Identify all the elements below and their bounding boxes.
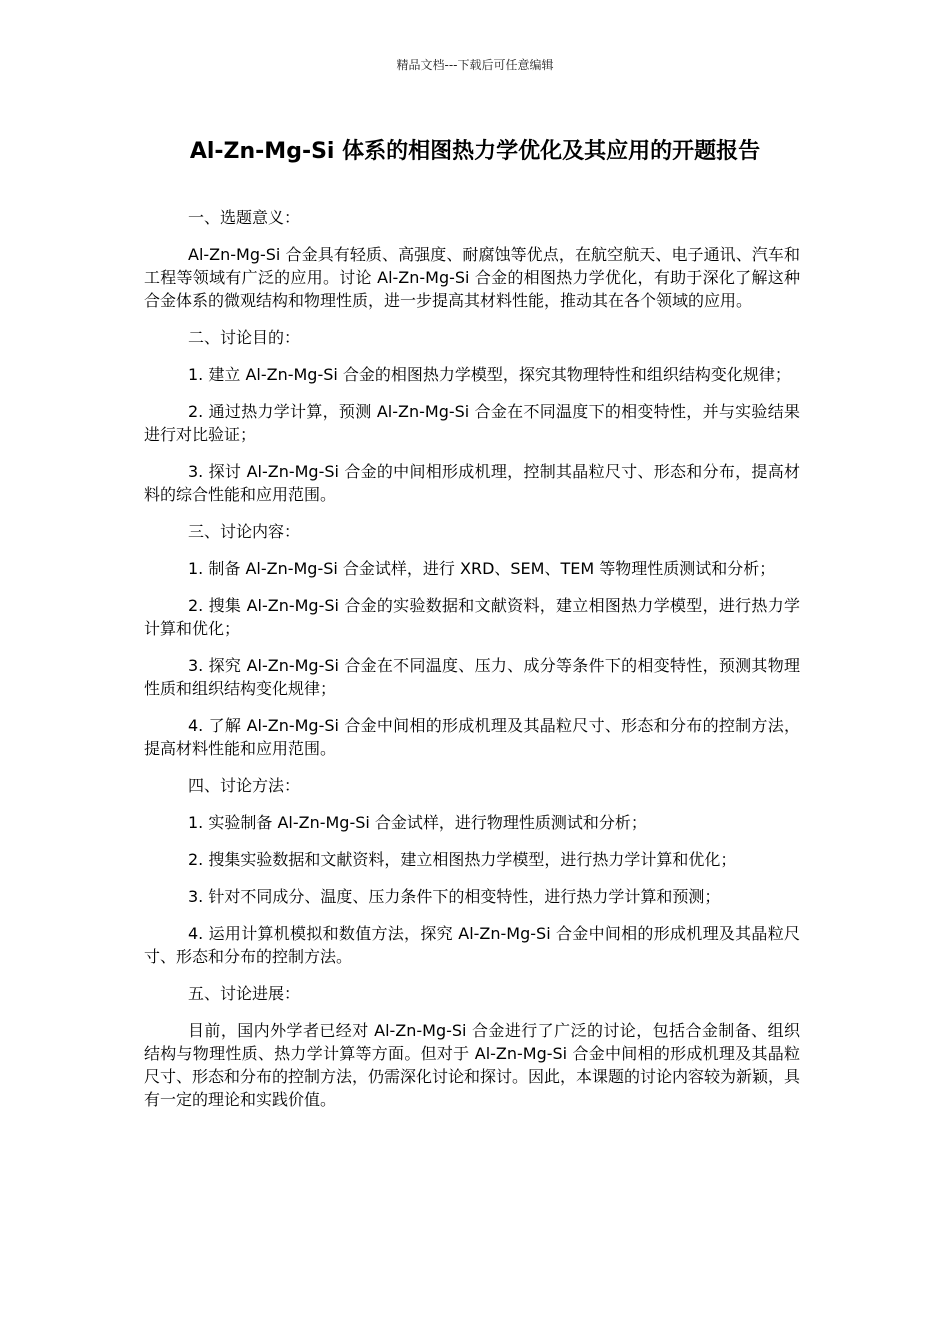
document-body xyxy=(144,206,800,1125)
document-title: Al-Zn-Mg-Si 体系的相图热力学优化及其应用的开题报告 xyxy=(189,139,761,164)
paragraph-progress: 目前，国内外学者已经对 Al-Zn-Mg-Si 合金进行了广泛的讨论，包括合金制备、组织结构与物理性质、热力学计算等方面。但对于 Al-Zn-Mg-Si 合金中间相的形成机理及其晶粒尺寸、形态和分布的控制方法，仍需深化讨论和探讨。因此，本课题的讨论内容较为新颖，具有一定的理论和实践价值。 xyxy=(144,1021,801,1109)
purpose-item-2: 2. 通过热力学计算，预测 Al-Zn-Mg-Si 合金在不同温度下的相变特性，并与实验结果进行对比验证； xyxy=(144,402,800,444)
content-item-4: 4. 了解 Al-Zn-Mg-Si 合金中间相的形成机理及其晶粒尺寸、形态和分布的控制方法，提高材料性能和应用范围。 xyxy=(144,716,800,758)
section-heading-purpose: 二、讨论目的： xyxy=(188,328,301,347)
content-item-2: 2. 搜集 Al-Zn-Mg-Si 合金的实验数据和文献资料，建立相图热力学模型，进行热力学计算和优化； xyxy=(144,596,800,638)
method-item-1: 1. 实验制备 Al-Zn-Mg-Si 合金试样，进行物理性质测试和分析； xyxy=(188,813,647,832)
paragraph-significance: Al-Zn-Mg-Si 合金具有轻质、高强度、耐腐蚀等优点，在航空航天、电子通讯、汽车和工程等领域有广泛的应用。讨论 Al-Zn-Mg-Si 合金的相图热力学优化，有助于深化了解这种合金体系的微观结构和物理性质，进一步提高其材料性能，推动其在各个领域的应用。 xyxy=(144,245,800,310)
method-item-4: 4. 运用计算机模拟和数值方法，探究 Al-Zn-Mg-Si 合金中间相的形成机理及其晶粒尺寸、形态和分布的控制方法。 xyxy=(144,924,800,966)
content-item-3: 3. 探究 Al-Zn-Mg-Si 合金在不同温度、压力、成分等条件下的相变特性，预测其物理性质和组织结构变化规律； xyxy=(144,656,800,698)
purpose-item-3: 3. 探讨 Al-Zn-Mg-Si 合金的中间相形成机理，控制其晶粒尺寸、形态和分布，提高材料的综合性能和应用范围。 xyxy=(144,462,800,504)
purpose-item-1: 1. 建立 Al-Zn-Mg-Si 合金的相图热力学模型，探究其物理特性和组织结构变化规律； xyxy=(188,365,791,384)
content-item-1: 1. 制备 Al-Zn-Mg-Si 合金试样，进行 XRD、SEM、TEM 等物理性质测试和分析； xyxy=(188,559,776,578)
method-item-3: 3. 针对不同成分、温度、压力条件下的相变特性，进行热力学计算和预测； xyxy=(188,887,721,906)
section-heading-method: 四、讨论方法： xyxy=(188,776,301,795)
method-item-2: 2. 搜集实验数据和文献资料，建立相图热力学模型，进行热力学计算和优化； xyxy=(188,850,737,869)
page-header-note: 精品文档---下载后可任意编辑 xyxy=(396,58,554,72)
section-heading-content: 三、讨论内容： xyxy=(188,522,301,541)
section-heading-significance: 一、选题意义： xyxy=(188,208,301,227)
section-heading-progress: 五、讨论进展： xyxy=(188,984,301,1003)
